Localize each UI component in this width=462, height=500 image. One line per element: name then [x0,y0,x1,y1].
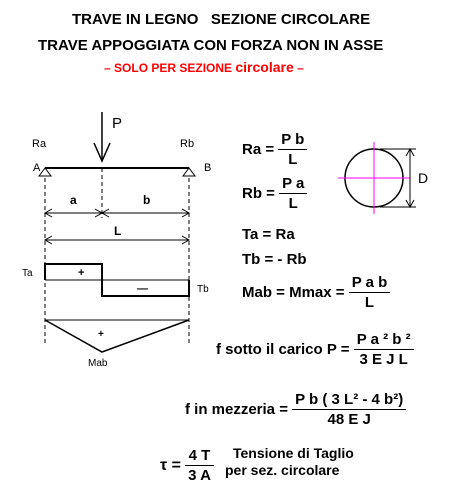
formula-rb-fraction [279,174,307,214]
subtitle-dash-left: – [104,61,111,75]
formula-ra-fraction [278,130,307,170]
diameter-label: D [418,170,429,186]
formula-ra-num: P b [278,130,307,150]
formula-tau-lhs: τ = [160,456,181,474]
formula-rb-den: L [288,195,298,212]
formula-mab-lhs: Mab = Mmax = [242,283,345,301]
tau-description-line-2: per sez. circolare [225,462,340,478]
formula-mab [242,273,390,313]
point-b-label: B [204,162,212,174]
formula-deflection-midspan-den: 48 E J [327,411,371,428]
support-a [39,168,51,176]
formula-deflection-load [216,330,414,370]
tb-label: Tb [197,284,209,295]
subtitle-text: SOLO PER SEZIONE [110,61,236,75]
formula-deflection-load-num: P a ² b ² [354,330,414,350]
tau-description-line-1: Tensione di Taglio [233,445,354,461]
shear-minus: — [137,283,148,295]
formula-ra [242,130,307,170]
point-a-label: A [33,162,41,174]
formula-deflection-load-den: 3 E J L [359,351,408,368]
subtitle-emphasis: circolare [235,59,294,75]
formula-mab-num: P a b [349,273,391,293]
formula-ra-lhs: Ra = [242,140,275,158]
dim-a-label: a [70,193,77,207]
formula-tb: Tb = - Rb [242,251,307,268]
moment-plus: + [98,329,104,340]
formula-tau-num: 4 T [185,446,214,466]
formula-deflection-midspan [185,390,406,430]
subtitle-dash-right: – [293,61,304,75]
mab-label: Mab [88,358,108,369]
formula-rb-lhs: Rb = [242,184,275,202]
formula-ra-den: L [288,151,298,168]
formula-deflection-load-lhs: f sotto il carico P = [216,340,350,358]
shear-plus: + [78,267,85,279]
ra-label: Ra [32,138,47,150]
formula-tau-fraction [185,446,214,486]
moment-outline [45,320,189,352]
formula-tau [160,446,214,486]
formula-deflection-midspan-num: P b ( 3 L² - 4 b²) [292,390,406,410]
title-line-1: TRAVE IN LEGNO SEZIONE CIRCOLARE [72,11,371,28]
rb-label: Rb [180,138,195,150]
formula-tau-den: 3 A [188,467,211,484]
dim-b-label: b [143,193,151,207]
dim-l-label: L [114,224,122,238]
formula-mab-den: L [364,294,375,311]
ta-label: Ta [22,268,33,279]
formula-deflection-load-fraction [354,330,414,370]
formula-deflection-midspan-fraction [292,390,406,430]
formula-rb-num: P a [279,174,307,194]
formula-ta: Ta = Ra [242,226,295,243]
support-b [183,168,195,176]
formula-rb [242,174,307,214]
title-line-2: TRAVE APPOGGIATA CON FORZA NON IN ASSE [38,37,384,54]
formula-mab-fraction [349,273,391,313]
formula-deflection-midspan-lhs: f in mezzeria = [185,400,288,418]
load-label: P [112,115,123,132]
